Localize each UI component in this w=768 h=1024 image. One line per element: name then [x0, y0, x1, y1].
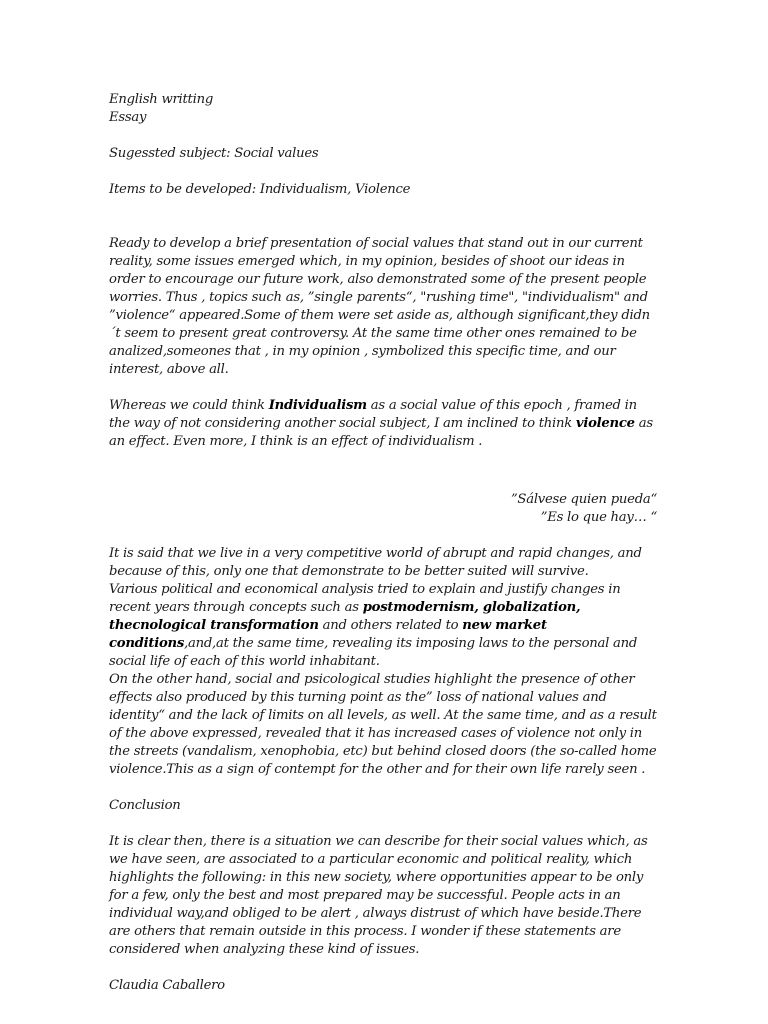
keyword-concepts: postmodernism, globalization, thecnological transformation: [109, 600, 581, 633]
items-line: Items to be developed: Individualism, Violence: [109, 182, 411, 197]
conclusion-heading: Conclusion: [109, 798, 181, 813]
body-paragraph-2: Various political and economical analysis tried to explain and justify changes in recent years through concepts such as postmodernism, globalization, thecnological transformation and others related to new market conditions,and,at the same time, revealing its imposing laws to the personal and social life of each of this world inhabitant.: [109, 582, 638, 669]
body-paragraph-1: It is said that we live in a very competitive world of abrupt and rapid changes, and because of this, only one that demonstrate to be better suited will survive.: [109, 546, 642, 579]
author-signature: Claudia Caballero: [109, 978, 225, 993]
keyword-market: new market conditions: [109, 618, 547, 651]
subject-line: Sugessted subject: Social values: [109, 146, 319, 161]
quote-line-1: ”Sálvese quien pueda“: [510, 492, 657, 507]
quote-line-2: ”Es lo que hay… “: [540, 510, 657, 525]
intro-paragraph: Ready to develop a brief presentation of social values that stand out in our current reality, some issues emerged which, in my opinion, besides of shoot our ideas in order to encourage our future work, also demonstrated some of the present people worries. Thus , topics such as, ”single parents“, "rushing time", "individualism" and ”violence“ appeared.Some of them were set aside as, although significant,they didn´t seem to present great controversy. At the same time other ones remained to be analized,someones that , in my opinion , symbolized this specific time, and our interest, above all.: [109, 236, 650, 377]
keyword-violence: violence: [575, 416, 635, 431]
course-line: English writting: [109, 92, 214, 107]
thesis-paragraph: Whereas we could think Individualism as a social value of this epoch , framed in the way of not considering another social subject, I am inclined to think violence as an effect. Even more, I think is an effect of individualism .: [109, 398, 653, 449]
doc-type-line: Essay: [109, 110, 147, 125]
essay-text: [109, 91, 657, 995]
keyword-individualism: Individualism: [268, 398, 367, 413]
body-paragraph-3: On the other hand, social and psicological studies highlight the presence of other effects also produced by this turning point as the” loss of national values and identity“ and the lack of limits on all levels, as well. At the same time, and as a result of the above expressed, revealed that it has increased cases of violence not only in the streets (vandalism, xenophobia, etc) but behind closed doors (the so-called home violence.This as a sign of contempt for the other and for their own life rarely seen .: [109, 672, 657, 777]
conclusion-paragraph: It is clear then, there is a situation we can describe for their social values which, as we have seen, are associated to a particular economic and political reality, which highlights the following: in this new society, where opportunities appear to be only for a few, only the best and most prepared may be successful. People acts in an individual way,and obliged to be alert , always distrust of which have beside.There are others that remain outside in this process. I wonder if these statements are considered when analyzing these kind of issues.: [109, 834, 648, 957]
